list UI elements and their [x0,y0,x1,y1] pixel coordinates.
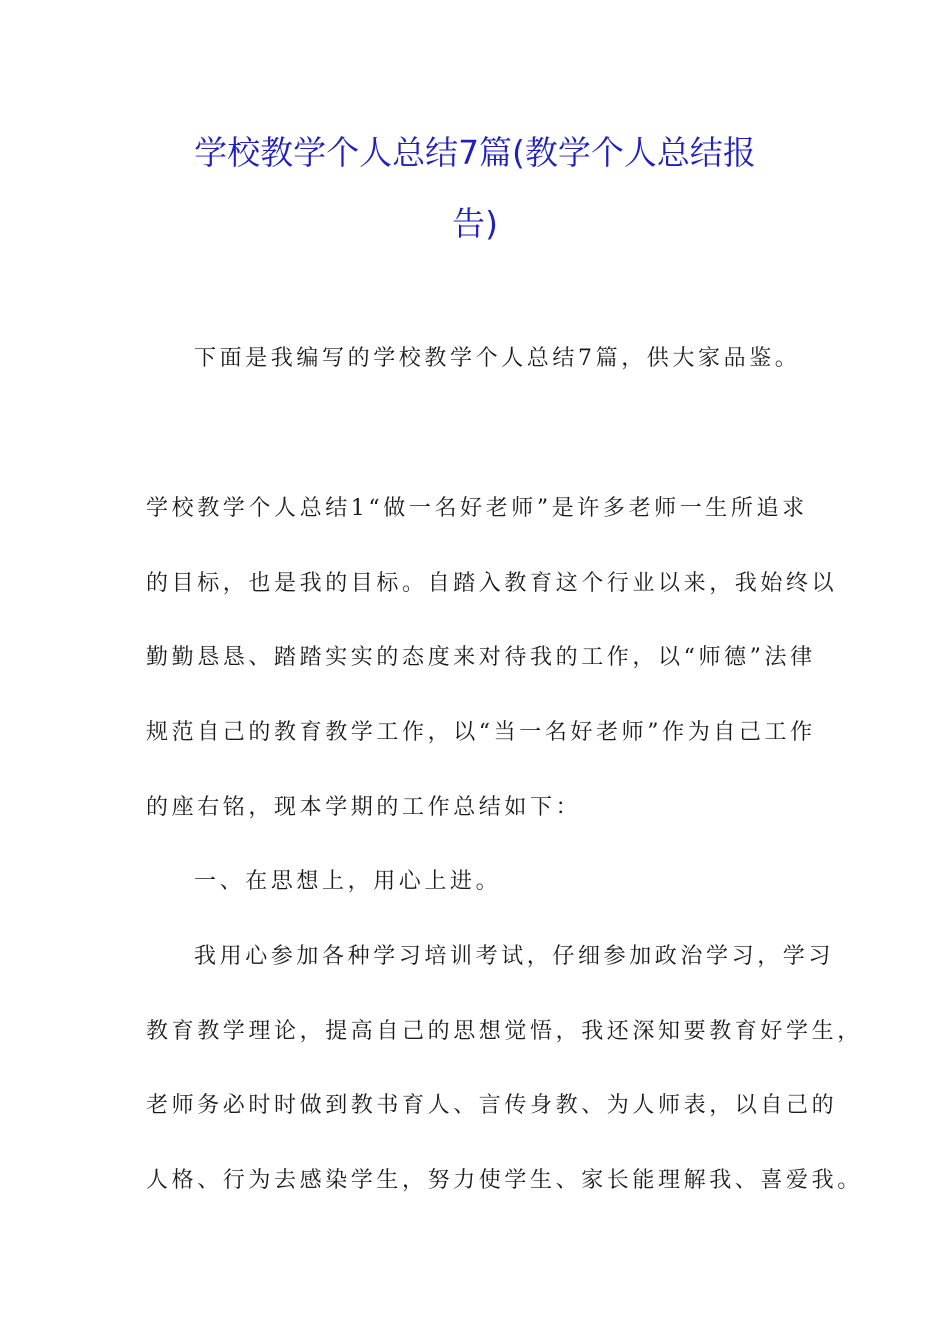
section-heading: 一、在思想上，用心上进。 [194,869,502,894]
body-line: 教育教学理论，提高自己的思想觉悟，我还深知要教育好学生， [146,1019,863,1044]
body-line: 老师务必时时做到教书育人、言传身教、为人师表，以自己的 [146,1093,838,1118]
body-line: 的座右铭，现本学期的工作总结如下： [146,795,582,820]
document-title-line-1: 学校教学个人总结7篇(教学个人总结报 [194,133,756,172]
document-title-line-2: 告) [452,204,498,243]
body-line: 勤勤恳恳、踏踏实实的态度来对待我的工作，以“师德”法律 [146,645,816,670]
body-line: 的目标，也是我的目标。自踏入教育这个行业以来，我始终以 [146,571,838,596]
intro-paragraph: 下面是我编写的学校教学个人总结7篇，供大家品鉴。 [194,346,801,371]
body-line: 我用心参加各种学习培训考试，仔细参加政治学习，学习 [194,944,835,969]
body-line: 学校教学个人总结1“做一名好老师”是许多老师一生所追求 [146,496,808,521]
body-line: 人格、行为去感染学生，努力使学生、家长能理解我、喜爱我。 [146,1168,863,1193]
body-line: 规范自己的教育教学工作，以“当一名好老师”作为自己工作 [146,720,816,745]
